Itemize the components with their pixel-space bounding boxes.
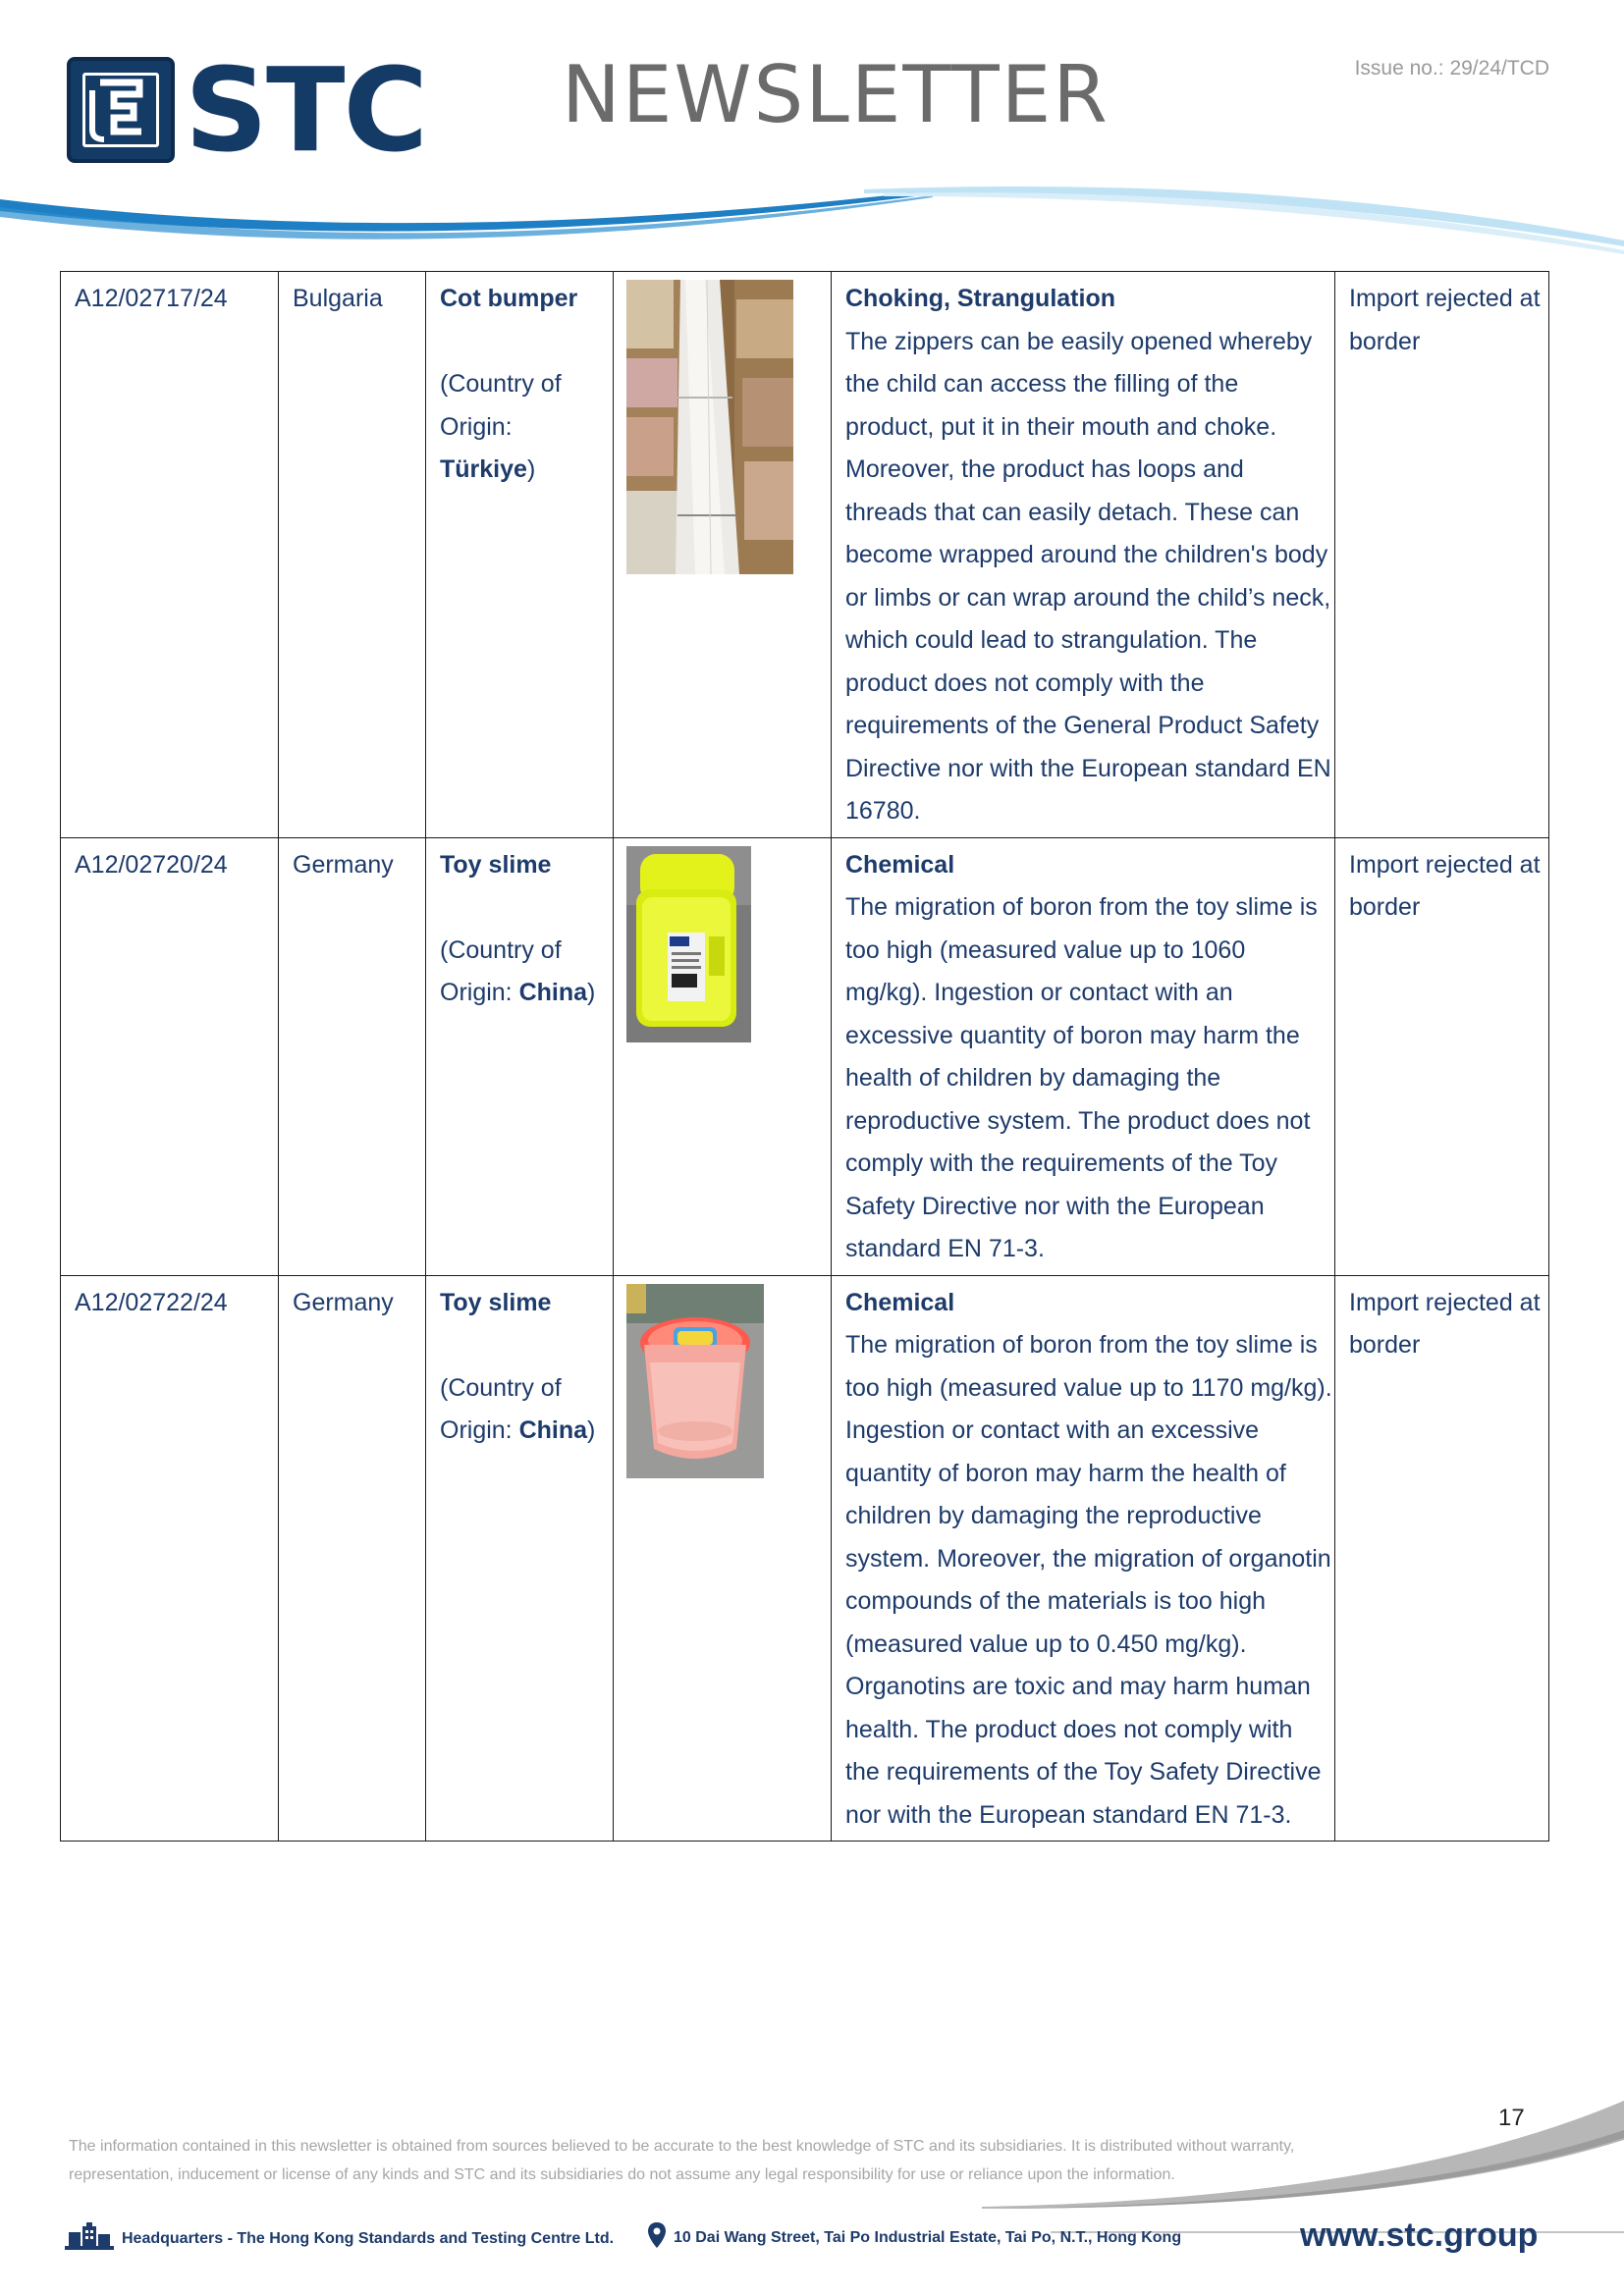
map-pin-icon — [648, 2222, 666, 2253]
alert-number: A12/02720/24 — [61, 837, 279, 1275]
toy-slime-pink-photo — [626, 1284, 764, 1478]
photo-cell — [614, 1275, 832, 1842]
risk-type: Choking, Strangulation — [845, 285, 1115, 312]
product-name: Toy slime — [440, 1288, 552, 1316]
measure-taken: Import rejected at border — [1335, 837, 1549, 1275]
origin-country: China — [518, 1416, 588, 1444]
product-cell — [426, 272, 614, 838]
headquarters-text: Headquarters - The Hong Kong Standards and Testing Centre Ltd. — [122, 2229, 615, 2247]
building-icon — [65, 2222, 114, 2255]
alert-number: A12/02722/24 — [61, 1275, 279, 1842]
header-wave — [0, 182, 1624, 255]
stc-logo-mark — [67, 57, 175, 163]
origin-suffix: ) — [587, 1416, 596, 1444]
origin-prefix: (Country of — [440, 935, 562, 964]
table-row — [61, 1275, 1549, 1842]
issue-number: Issue no.: 29/24/TCD — [1354, 57, 1549, 80]
recall-table — [60, 271, 1549, 1842]
risk-type: Chemical — [845, 1288, 955, 1316]
disclaimer: The information contained in this newsletter is obtained from sources believed to be accurate to the best knowledge of STC and its subsidiaries. It is distributed without warranty, representation, inducement or license of any kinds and STC and its subsidiaries do not assume any legal responsibility for use or reliance upon the information. — [69, 2138, 1295, 2183]
product-cell — [426, 837, 614, 1275]
footer-headquarters — [65, 2222, 614, 2255]
notifying-country: Bulgaria — [279, 272, 426, 838]
risk-description: The zippers can be easily opened whereby the child can access the filling of the product, put it in their mouth and choke. Moreover, the product has loops and threads that can easily detach. These can become wrapped around the children's body or limbs or can wrap around the child’s neck, which could lead to strangulation. The product does not comply with the requirements of the General Product Safety Directive nor with the European standard EN 16780. — [845, 327, 1331, 825]
product-cell — [426, 1275, 614, 1842]
origin-label: Origin: — [440, 979, 519, 1006]
notifying-country: Germany — [279, 837, 426, 1275]
risk-description: The migration of boron from the toy slime is too high (measured value up to 1060 mg/kg). Ingestion or contact with an excessive quantity of boron may harm the health of children by damaging the reproductive system. The product does not comply with the requirements of the Toy Safety Directive nor with the European standard EN 71-3. — [845, 893, 1318, 1262]
page-number: 17 — [1498, 2105, 1525, 2131]
toy-slime-yellow-photo — [626, 846, 751, 1042]
origin-suffix: ) — [587, 979, 596, 1006]
origin-label: Origin: — [440, 412, 513, 441]
origin-suffix: ) — [526, 455, 536, 483]
risk-cell — [832, 837, 1335, 1275]
cot-bumper-photo — [626, 280, 793, 574]
notifying-country: Germany — [279, 1275, 426, 1842]
measure-taken: Import rejected at border — [1335, 272, 1549, 838]
photo-cell — [614, 837, 832, 1275]
photo-cell — [614, 272, 832, 838]
product-name: Cot bumper — [440, 285, 578, 312]
origin-prefix: (Country of — [440, 1373, 562, 1402]
risk-type: Chemical — [845, 850, 955, 879]
origin-label: Origin: — [440, 1416, 519, 1444]
alert-number: A12/02717/24 — [61, 272, 279, 838]
table-row — [61, 837, 1549, 1275]
website-link[interactable]: www.stc.group — [1300, 2216, 1539, 2254]
risk-description: The migration of boron from the toy slime is too high (measured value up to 1170 mg/kg). Ingestion or contact with an excessive quantity of boron may harm the health of children by damaging the reproductive system. Moreover, the migration of organotin compounds of the materials is too high (measured value up to 0.450 mg/kg). Organotins are toxic and may harm human health. The product does not comply with the requirements of the Toy Safety Directive nor with the European standard EN 71-3. — [845, 1331, 1332, 1829]
origin-prefix: (Country of — [440, 370, 562, 398]
footer-address — [648, 2222, 1181, 2253]
table-row — [61, 272, 1549, 838]
brand-name: STC — [185, 42, 427, 178]
page-title: NEWSLETTER — [562, 49, 1110, 140]
measure-taken: Import rejected at border — [1335, 1275, 1549, 1842]
risk-cell — [832, 1275, 1335, 1842]
origin-country: Türkiye — [440, 455, 527, 483]
origin-country: China — [518, 979, 588, 1006]
product-name: Toy slime — [440, 850, 552, 879]
risk-cell — [832, 272, 1335, 838]
address-text: 10 Dai Wang Street, Tai Po Industrial Estate, Tai Po, N.T., Hong Kong — [674, 2228, 1182, 2246]
stc-logo — [67, 42, 460, 178]
page-header — [0, 0, 1624, 255]
